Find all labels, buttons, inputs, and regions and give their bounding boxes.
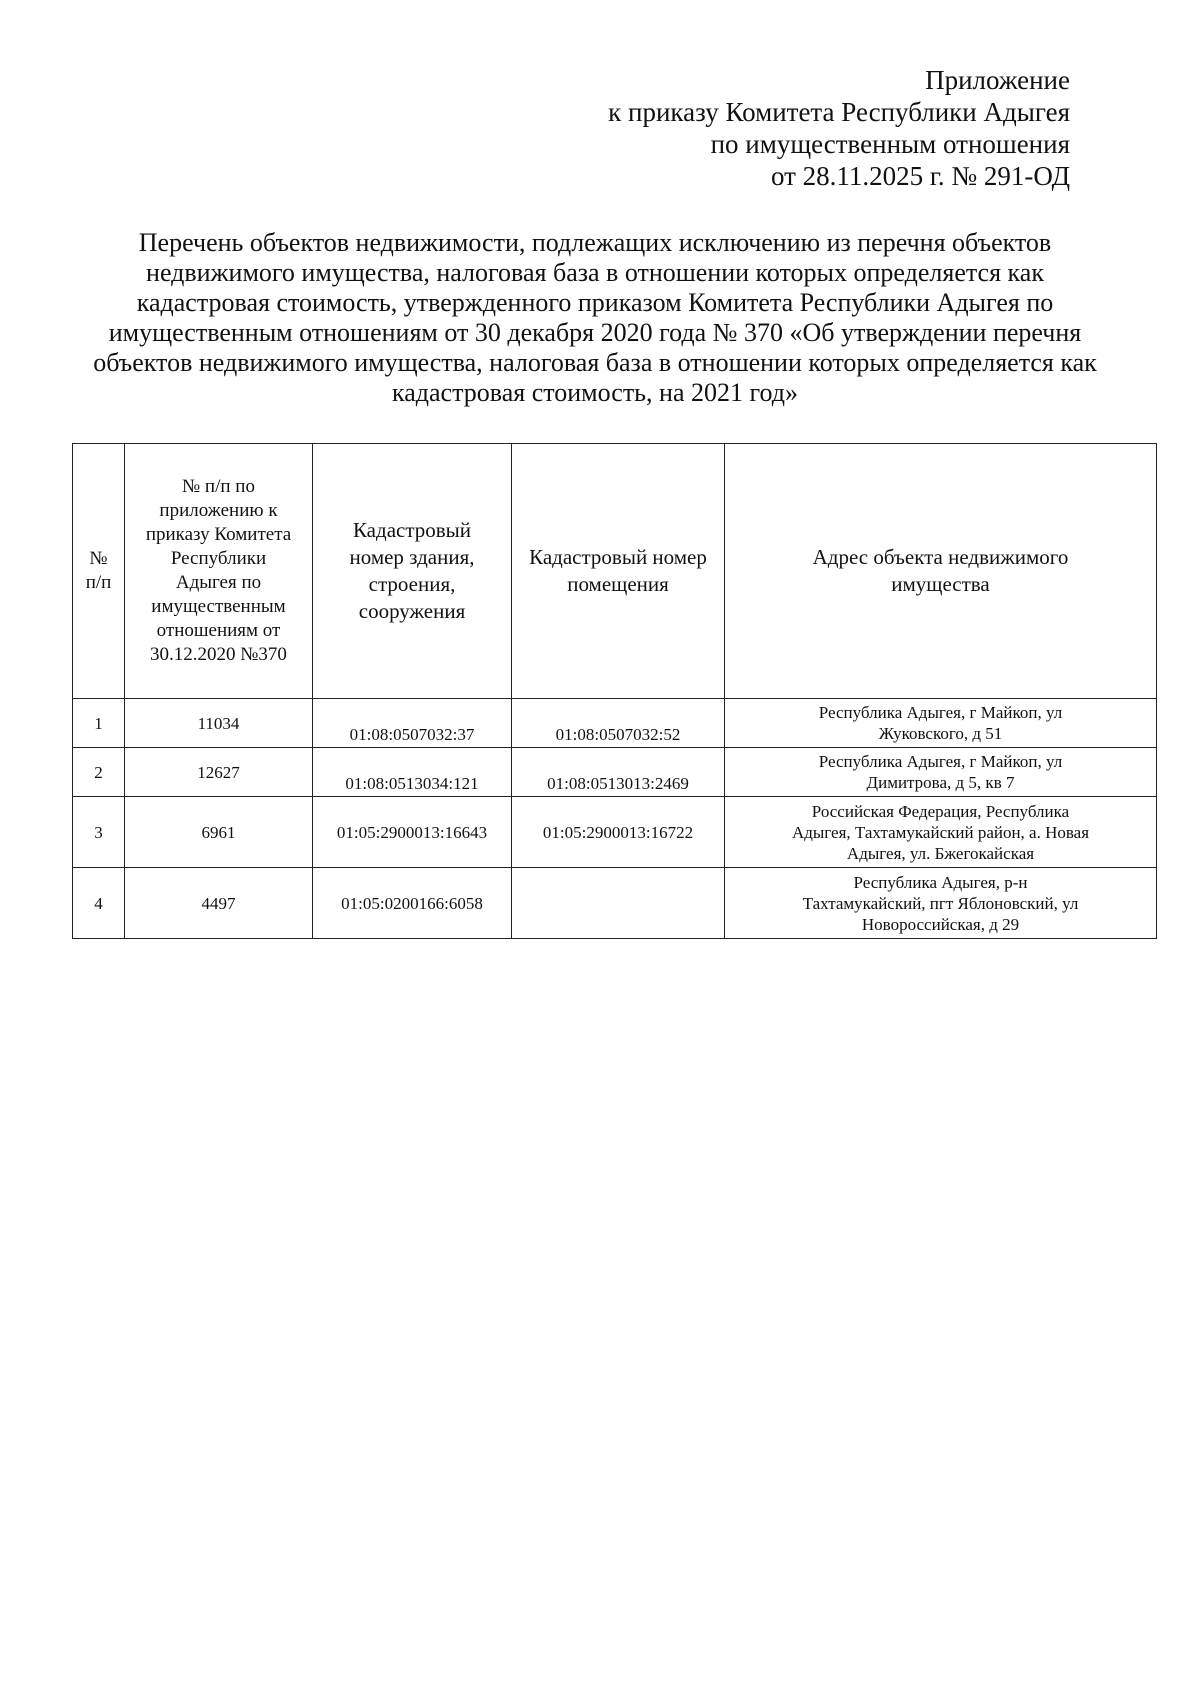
cell-premise xyxy=(512,868,725,939)
cell-num: 3 xyxy=(73,797,125,868)
cell-num: 4 xyxy=(73,868,125,939)
cell-ref: 11034 xyxy=(125,699,313,748)
cell-building: 01:05:0200166:6058 xyxy=(313,868,512,939)
document-title-line: недвижимого имущества, налоговая база в отношении которых определяется как xyxy=(146,258,1044,287)
header-ref: № п/п по приложению к приказу Комитета Республики Адыгея по имущественным отношениям от 30.12.2020 №370 xyxy=(125,444,313,699)
cell-ref: 6961 xyxy=(125,797,313,868)
appendix-header xyxy=(370,64,1070,192)
cell-premise: 01:08:0513013:2469 xyxy=(512,748,725,797)
document-title xyxy=(40,228,1150,408)
cell-num: 1 xyxy=(73,699,125,748)
appendix-header-line: по имущественным отношения xyxy=(710,129,1070,159)
cell-building: 01:08:0507032:37 xyxy=(313,699,512,748)
table-row xyxy=(73,748,1157,797)
header-address: Адрес объекта недвижимого имущества xyxy=(725,444,1157,699)
appendix-header-line: к приказу Комитета Республики Адыгея xyxy=(608,97,1070,127)
cell-address: Российская Федерация, Республика Адыгея, Тахтамукайский район, а. Новая Адыгея, ул. Бжегокайская xyxy=(725,797,1157,868)
appendix-header-line: от 28.11.2025 г. № 291-ОД xyxy=(770,161,1070,191)
cell-ref: 12627 xyxy=(125,748,313,797)
table-row xyxy=(73,797,1157,868)
header-premise-cadastral: Кадастровый номер помещения xyxy=(512,444,725,699)
cell-ref: 4497 xyxy=(125,868,313,939)
document-title-line: кадастровая стоимость, утвержденного приказом Комитета Республики Адыгея по xyxy=(136,288,1054,317)
document-title-line: объектов недвижимого имущества, налоговая база в отношении которых определяется как xyxy=(93,348,1097,377)
cell-building: 01:05:2900013:16643 xyxy=(313,797,512,868)
table-row xyxy=(73,699,1157,748)
cell-address: Республика Адыгея, г Майкоп, ул Жуковского, д 51 xyxy=(725,699,1157,748)
table-header-row xyxy=(73,444,1157,699)
header-num: № п/п xyxy=(73,444,125,699)
appendix-header-line: Приложение xyxy=(925,65,1070,95)
document-title-line: Перечень объектов недвижимости, подлежащих исключению из перечня объектов xyxy=(138,228,1052,257)
cell-address: Республика Адыгея, г Майкоп, ул Димитрова, д 5, кв 7 xyxy=(725,748,1157,797)
objects-table xyxy=(72,443,1157,939)
header-building-cadastral: Кадастровый номер здания, строения, сооружения xyxy=(313,444,512,699)
cell-premise: 01:08:0507032:52 xyxy=(512,699,725,748)
cell-premise: 01:05:2900013:16722 xyxy=(512,797,725,868)
cell-address: Республика Адыгея, р-н Тахтамукайский, пгт Яблоновский, ул Новороссийская, д 29 xyxy=(725,868,1157,939)
document-title-line: имущественным отношениям от 30 декабря 2020 года № 370 «Об утверждении перечня xyxy=(108,318,1082,347)
cell-num: 2 xyxy=(73,748,125,797)
objects-table-container xyxy=(72,443,1156,939)
cell-building: 01:08:0513034:121 xyxy=(313,748,512,797)
document-title-line: кадастровая стоимость, на 2021 год» xyxy=(392,378,798,407)
table-row xyxy=(73,868,1157,939)
